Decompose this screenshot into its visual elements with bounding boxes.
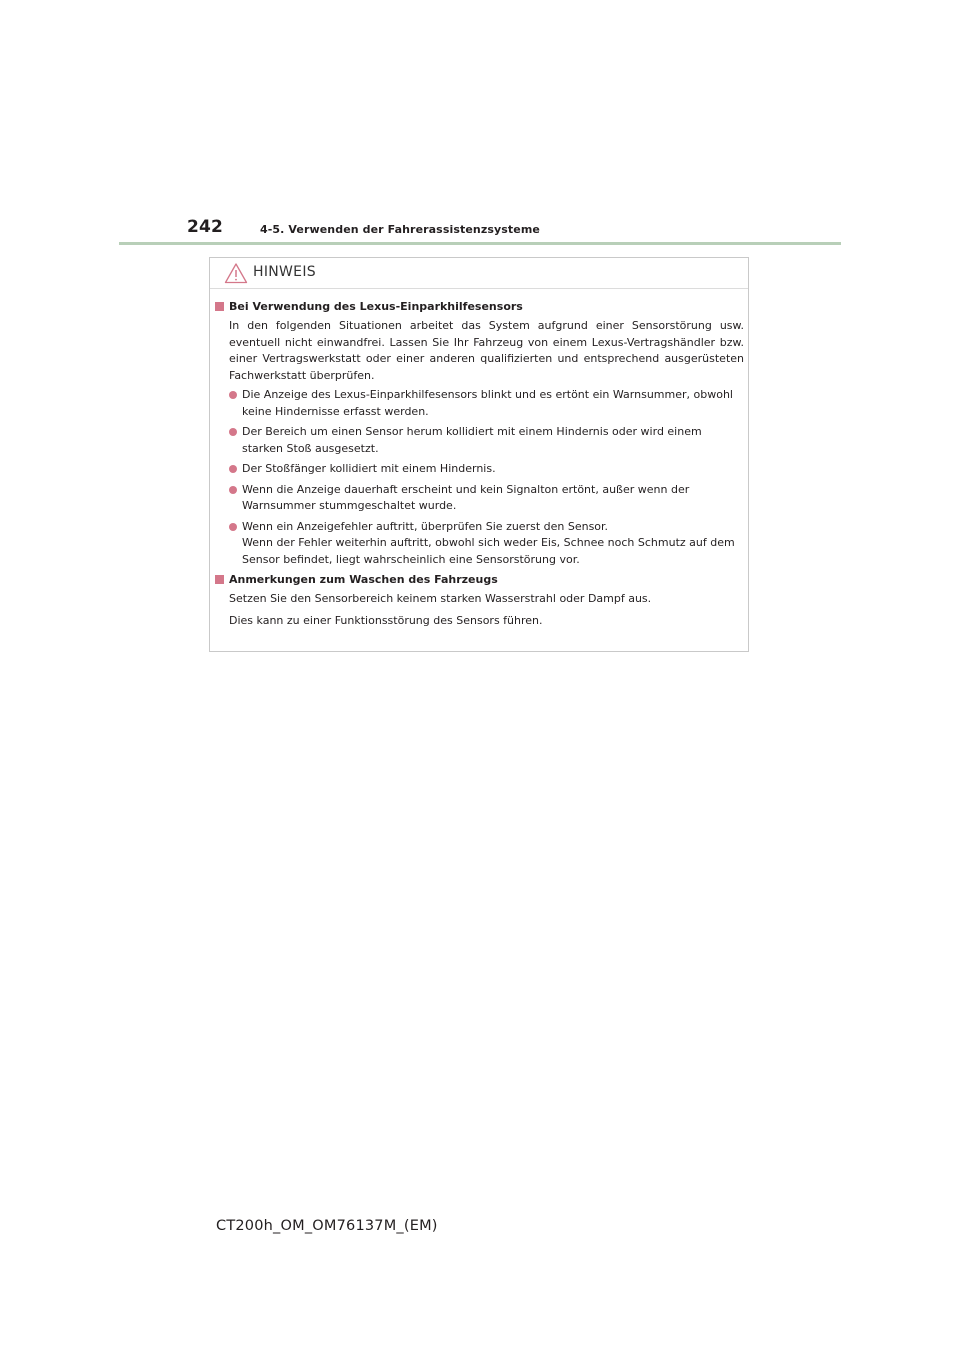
- list-item-text: Der Stoßfänger kollidiert mit einem Hindernis.: [242, 462, 496, 475]
- square-bullet-icon: [215, 302, 224, 311]
- list-item: [229, 387, 744, 420]
- square-bullet-icon: [215, 575, 224, 584]
- dot-bullet-icon: [229, 428, 237, 436]
- bullet-list: [229, 387, 744, 568]
- notice-body: [210, 299, 750, 629]
- notice-box: [209, 257, 749, 652]
- list-item: [229, 519, 744, 569]
- page-number: 242: [187, 217, 224, 237]
- list-item-text: Wenn der Fehler weiterhin auftritt, obwohl sich weder Eis, Schnee noch Schmutz auf dem Sensor befindet, liegt wahrscheinlich eine Sensorstörung vor.: [242, 536, 735, 566]
- notice-title: HINWEIS: [253, 264, 316, 280]
- list-item-text: Der Bereich um einen Sensor herum kollidiert mit einem Hindernis oder wird einem starken Stoß ausgesetzt.: [242, 425, 702, 455]
- topic-text: Dies kann zu einer Funktionsstörung des Sensors führen.: [229, 613, 543, 627]
- dot-bullet-icon: [229, 486, 237, 494]
- list-item: [229, 482, 744, 515]
- notice-header: [210, 258, 748, 289]
- topic-heading-text: Bei Verwendung des Lexus-Einparkhilfesensors: [229, 300, 523, 313]
- list-item-text: Wenn ein Anzeigefehler auftritt, überprüfen Sie zuerst den Sensor.: [242, 519, 609, 533]
- list-item: [229, 461, 744, 478]
- dot-bullet-icon: [229, 523, 237, 531]
- list-item-text: Die Anzeige des Lexus-Einparkhilfesensors blinkt und es ertönt ein Warnsummer, obwohl keine Hindernisse erfasst werden.: [242, 388, 733, 418]
- footer-doc-code: CT200h_OM_OM76137M_(EM): [216, 1218, 438, 1234]
- topic-heading: [229, 299, 744, 315]
- dot-bullet-icon: [229, 391, 237, 399]
- list-item-text: Wenn die Anzeige dauerhaft erscheint und kein Signalton ertönt, außer wenn der Warnsummer stummgeschaltet wurde.: [242, 482, 690, 512]
- topic-parking-sensor: [210, 299, 750, 568]
- topic-text: Setzen Sie den Sensorbereich keinem starken Wasserstrahl oder Dampf aus.: [229, 592, 652, 605]
- header-divider: [119, 242, 841, 245]
- dot-bullet-icon: [229, 465, 237, 473]
- topic-heading: [229, 572, 744, 588]
- topic-text: In den folgenden Situationen arbeitet das System aufgrund einer Sensorstörung usw. eventuell nicht einwandfrei. Lassen Sie Ihr Fahrzeug von einem Lexus-Vertragshändler bzw. einer Vertragswerkstatt oder einer anderen qualifizierten und entsprechend ausgerüsteten Fachwerkstatt überprüfen.: [229, 319, 744, 382]
- section-title: 4-5. Verwenden der Fahrerassistenzsysteme: [260, 223, 540, 236]
- topic-heading-text: Anmerkungen zum Waschen des Fahrzeugs: [229, 573, 498, 586]
- topic-car-wash: [210, 572, 750, 629]
- warning-triangle-icon: [224, 262, 248, 284]
- list-item: [229, 424, 744, 457]
